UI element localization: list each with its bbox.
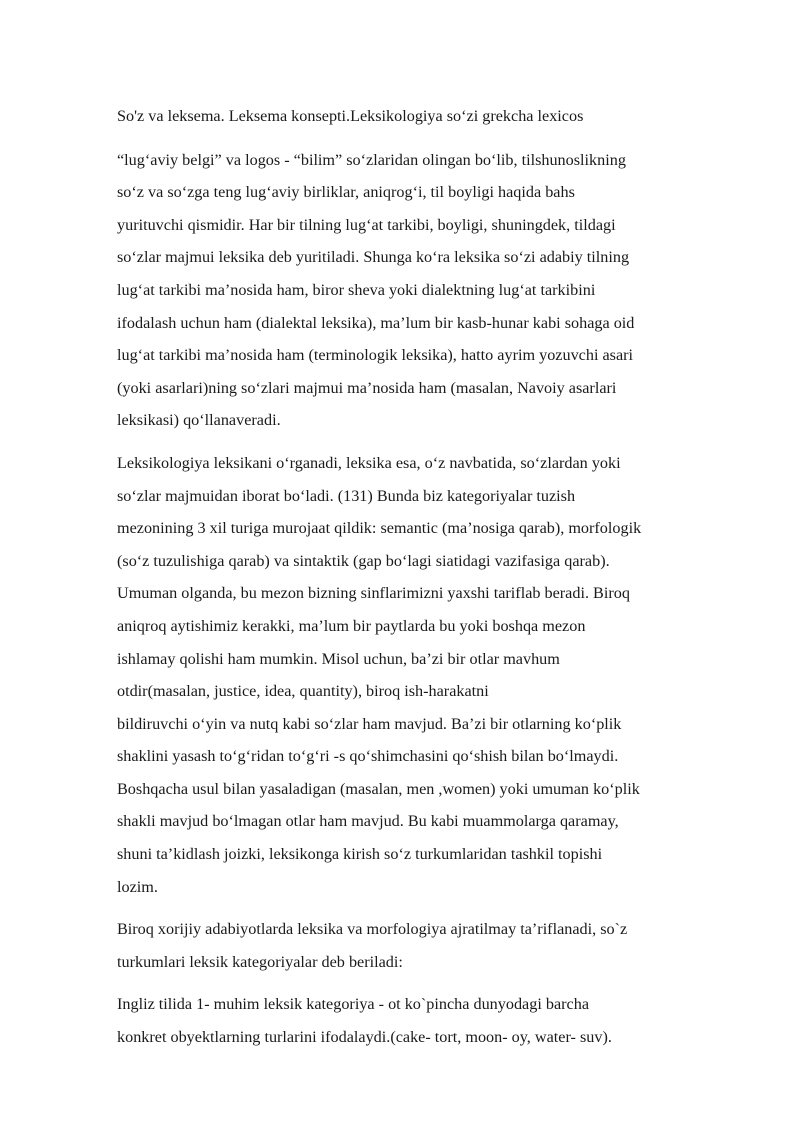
paragraph-line: yurituvchi qismidir. Har bir tilning lug‘at tarkibi, boyligi, shuningdek, tildagi (117, 215, 616, 234)
paragraph-line: “lug‘aviy belgi” va logos - “bilim” so‘zlaridan olingan bo‘lib, tilshunoslikning (117, 150, 626, 169)
paragraph-line: so‘zlar majmui leksika deb yuritiladi. Shunga ko‘ra leksika so‘zi adabiy tilning (117, 248, 630, 267)
paragraph-line: shakli mavjud bo‘lmagan otlar ham mavjud. Bu kabi muammolarga qaramay, (117, 812, 619, 831)
paragraph-line: Boshqacha usul bilan yasaladigan (masalan, men ,women) yoki umuman ko‘plik (117, 779, 640, 798)
paragraph-spacer (117, 437, 737, 447)
paragraph-line: shuni ta’kidlash joizki, leksikonga kirish so‘z turkumlaridan tashkil topishi (117, 845, 603, 864)
paragraph-spacer (117, 903, 737, 913)
paragraph-line: turkumlari leksik kategoriyalar deb beriladi: (117, 952, 403, 971)
document-page (117, 100, 737, 1054)
paragraph-line: bildiruvchi o‘yin va nutq kabi so‘zlar ham mavjud. Ba’zi bir otlarning ko‘plik (117, 714, 622, 733)
paragraph-line: leksikasi) qo‘llanaveradi. (117, 411, 281, 430)
paragraph-line: otdir(masalan, justice, idea, quantity), biroq ish-harakatni (117, 682, 489, 701)
paragraph-line: Umuman olganda, bu mezon bizning sinflarimizni yaxshi tariflab beradi. Biroq (117, 584, 630, 603)
heading-line: So'z va leksema. Leksema konsepti.Leksikologiya so‘zi grekcha lexicos (117, 107, 584, 125)
document-heading (117, 100, 737, 133)
paragraph-2 (117, 447, 737, 903)
paragraph-line: (so‘z tuzulishiga qarab) va sintaktik (gap bo‘lagi siatidagi vazifasiga qarab). (117, 551, 610, 570)
paragraph-3 (117, 913, 737, 978)
paragraph-line: Biroq xorijiy adabiyotlarda leksika va morfologiya ajratilmay ta’riflanadi, so`z (117, 920, 628, 939)
paragraph-line: lozim. (117, 877, 158, 896)
paragraph-line: lug‘at tarkibi ma’nosida ham, biror sheva yoki dialektning lug‘at tarkibini (117, 280, 596, 299)
paragraph-line: ifodalash uchun ham (dialektal leksika), ma’lum bir kasb-hunar kabi sohaga oid (117, 313, 635, 332)
paragraph-line: ishlamay qolishi ham mumkin. Misol uchun, ba’zi bir otlar mavhum (117, 649, 560, 668)
paragraph-line: mezonining 3 xil turiga murojaat qildik: semantic (ma’nosiga qarab), morfologik (117, 519, 642, 538)
paragraph-line: shaklini yasash to‘g‘ridan to‘g‘ri -s qo‘shimchasini qo‘shish bilan bo‘lmaydi. (117, 747, 619, 766)
paragraph-4 (117, 988, 737, 1053)
paragraph-spacer (117, 978, 737, 988)
paragraph-line: konkret obyektlarning turlarini ifodalaydi.(cake- tort, moon- oy, water- suv). (117, 1028, 612, 1047)
paragraph-line: (yoki asarlari)ning so‘zlari majmui ma’nosida ham (masalan, Navoiy asarlari (117, 378, 617, 397)
paragraph-line: aniqroq aytishimiz kerakki, ma’lum bir paytlarda bu yoki boshqa mezon (117, 616, 586, 635)
paragraph-line: so‘zlar majmuidan iborat bo‘ladi. (131) Bunda biz kategoriyalar tuzish (117, 486, 576, 505)
paragraph-line: lug‘at tarkibi ma’nosida ham (terminologik leksika), hatto ayrim yozuvchi asari (117, 346, 634, 365)
paragraph-1 (117, 144, 737, 437)
paragraph-line: Leksikologiya leksikani o‘rganadi, leksika esa, o‘z navbatida, so‘zlardan yoki (117, 453, 621, 472)
paragraph-line: Ingliz tilida 1- muhim leksik kategoriya - ot ko`pincha dunyodagi barcha (117, 995, 590, 1014)
paragraph-line: so‘z va so‘zga teng lug‘aviy birliklar, aniqrog‘i, til boyligi haqida bahs (117, 183, 575, 202)
